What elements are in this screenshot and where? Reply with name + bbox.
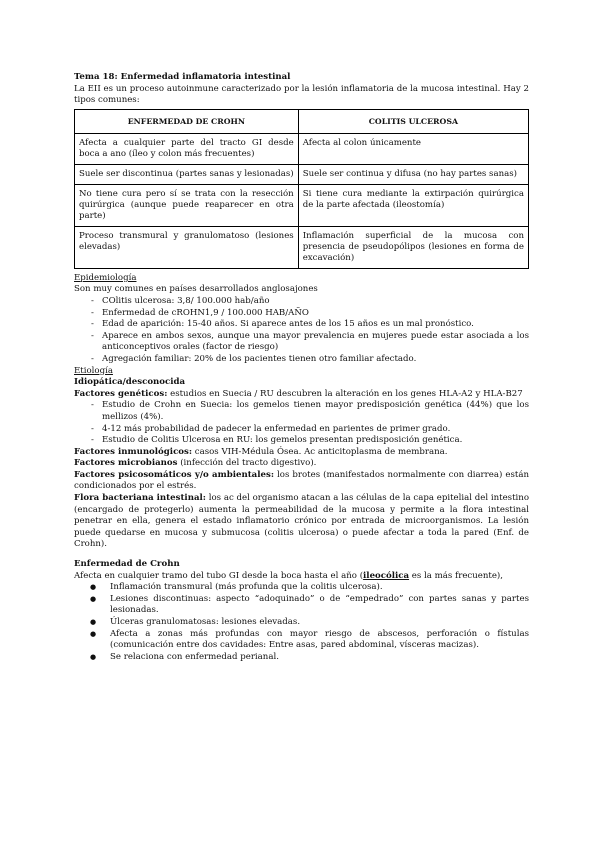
epidemiologia-list [74, 296, 529, 366]
epidemiologia-heading: Epidemiología [74, 272, 137, 283]
flora-paragraph [74, 493, 529, 551]
page-title: Tema 18: Enfermedad inflamatoria intestinal [74, 72, 291, 82]
flora-label: Flora bacteriana intestinal: [74, 493, 206, 504]
crohn-lead [74, 571, 529, 583]
table-row [75, 226, 529, 268]
flora-text: los ac del organismo atacan a las células de la capa epitelial del intestino (encargado de protegerlo) aumenta la permeabilidad de la mucosa y permite a la flora intestinal penetrar en ella, genera el estado inflamatorio crónico por entrada de microorganismos. La lesión puede quedarse en mucosa y submucosa (colitis ulcerosa) o puede afectar a toda la pared (Enf. de Crohn). [74, 493, 529, 550]
etiologia-subheading: Idiopática/desconocida [74, 377, 186, 388]
table-cell: Suele ser discontinua (partes sanas y lesionadas) [75, 164, 299, 184]
psycho-factors [74, 470, 529, 493]
table-header-row [75, 109, 529, 133]
immuno-label: Factores inmunológicos: [74, 446, 193, 457]
list-item: ● Se relaciona con enfermedad perianal. [74, 652, 529, 664]
list-item: - Edad de aparición: 15-40 años. Si aparece antes de los 15 años es un mal pronóstico. [74, 319, 529, 331]
list-item: ● Úlceras granulomatosas: lesiones elevadas. [74, 617, 529, 629]
intro-paragraph: La EII es un proceso autoinmune caracterizado por la lesión inflamatoria de la mucosa intestinal. Hay 2 tipos comunes: [74, 83, 529, 106]
crohn-lead-before: Afecta en cualquier tramo del tubo GI desde la boca hasta el año ( [74, 570, 364, 581]
microb-text: (infección del tracto digestivo). [177, 458, 317, 469]
header-colitis: COLITIS ULCEROSA [298, 109, 528, 133]
comparison-table [74, 109, 529, 269]
table-row [75, 133, 529, 164]
table-cell: Si tiene cura mediante la extirpación quirúrgica de la parte afectada (ileostomía) [298, 184, 528, 226]
list-item: ● Afecta a zonas más profundas con mayor riesgo de abscesos, perforación o fístulas (comunicación entre dos cavidades: Entre asas, pared abdominal, vísceras macizas). [74, 629, 529, 652]
crohn-lead-bold: ileocólica [363, 570, 410, 581]
genetic-label: Factores genéticos: [74, 388, 168, 399]
list-item: - 4-12 más probabilidad de padecer la enfermedad en parientes de primer grado. [74, 424, 529, 436]
table-cell: Proceso transmural y granulomatoso (lesiones elevadas) [75, 226, 299, 268]
table-cell: Inflamación superficial de la mucosa con presencia de pseudopólipos (lesiones en forma de excavación) [298, 226, 528, 268]
table-cell: No tiene cura pero sí se trata con la resección quirúrgica (aunque puede reaparecer en otra parte) [75, 184, 299, 226]
table-cell: Suele ser continua y difusa (no hay partes sanas) [298, 164, 528, 184]
list-item: - Estudio de Crohn en Suecia: los gemelos tienen mayor predisposición genética (44%) que los mellizos (4%). [74, 400, 529, 423]
immuno-text: casos VIH-Médula Ósea. Ac anticitoplasma de membrana. [192, 446, 448, 457]
list-item: - Aparece en ambos sexos, aunque una mayor prevalencia en mujeres puede estar asociada a los anticonceptivos orales (factor de riesgo) [74, 331, 529, 354]
immuno-factors [74, 447, 529, 459]
list-item: ● Inflamación transmural (más profunda que la colitis ulcerosa). [74, 582, 529, 594]
list-item: - Agregación familiar: 20% de los pacientes tienen otro familiar afectado. [74, 354, 529, 366]
crohn-heading: Enfermedad de Crohn [74, 559, 180, 570]
list-item: - COlitis ulcerosa: 3,8/ 100.000 hab/año [74, 296, 529, 308]
table-cell: Afecta al colon únicamente [298, 133, 528, 164]
list-item: - Enfermedad de cROHN1,9 / 100.000 HAB/AÑO [74, 308, 529, 320]
etiologia-heading: Etiología [74, 365, 113, 376]
document-page [74, 72, 529, 663]
header-crohn: ENFERMEDAD DE CROHN [75, 109, 299, 133]
genetic-factors [74, 389, 529, 401]
table-cell: Afecta a cualquier parte del tracto GI desde boca a ano (íleo y colon más frecuentes) [75, 133, 299, 164]
microb-label: Factores microbianos [74, 458, 178, 469]
microbial-factors [74, 458, 529, 470]
list-item: - Estudio de Colitis Ulcerosa en RU: los gemelos presentan predisposición genética. [74, 435, 529, 447]
psico-label: Factores psicosomáticos y/o ambientales: [74, 469, 274, 480]
epidemiologia-lead: Son muy comunes en países desarrollados anglosajones [74, 284, 318, 295]
crohn-list [74, 582, 529, 663]
crohn-lead-after: es la más frecuente), [409, 570, 504, 581]
psico-text: los brotes (manifestados normalmente con diarrea) están condicionados por el estrés. [74, 469, 529, 492]
genetic-list [74, 400, 529, 446]
genetic-text: estudios en Suecia / RU descubren la alteración en los genes HLA-A2 y HLA-B27 [167, 388, 523, 399]
table-row [75, 184, 529, 226]
table-row [75, 164, 529, 184]
list-item: ● Lesiones discontinuas: aspecto “adoquinado” o de “empedrado” con partes sanas y partes lesionadas. [74, 594, 529, 617]
